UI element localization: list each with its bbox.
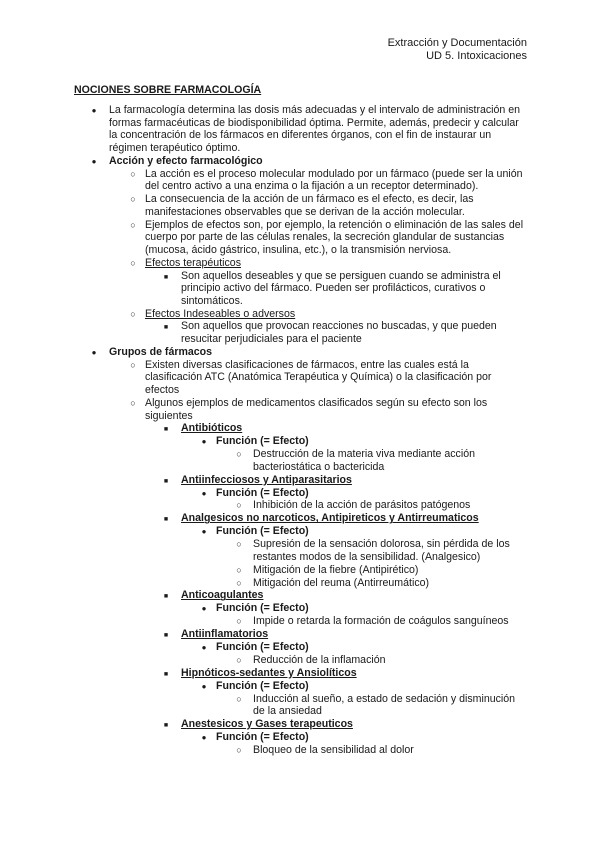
list-item-text: Función (= Efecto) xyxy=(216,679,309,692)
list-item xyxy=(0,667,600,680)
list-item-text: Función (= Efecto) xyxy=(216,486,309,499)
list-item xyxy=(0,435,600,448)
list-item-text: Ejemplos de efectos son, por ejemplo, la retención o eliminación de las sales del cuerpo por parte de las células renales, la secreción glandular de sustancias (mucosa, ácido gástrico, insulina, etc.), o la transmisión nerviosa. xyxy=(145,218,524,256)
list-item-text: Reducción de la inflamación xyxy=(253,653,386,666)
bullet-circle-icon xyxy=(233,499,245,512)
list-item xyxy=(0,577,600,590)
list-item-text: Función (= Efecto) xyxy=(216,435,309,448)
bullet-circle-icon xyxy=(233,693,245,706)
list-item-text: La consecuencia de la acción de un fármaco es el efecto, es decir, las manifestaciones observables que se derivan de la acción molecular. xyxy=(145,193,474,218)
list-item-text: Mitigación de la fiebre (Antipirético) xyxy=(253,563,419,576)
list-item-text: Analgesicos no narcoticos, Antipireticos y Antirreumaticos xyxy=(181,512,479,525)
list-item xyxy=(0,628,600,641)
list-item-text: Efectos Indeseables o adversos xyxy=(145,307,296,320)
list-item xyxy=(0,359,600,397)
bullet-dot-icon xyxy=(198,680,210,694)
list-item xyxy=(0,320,600,345)
bullet-dot-icon xyxy=(88,346,100,360)
list-item-text: Antiinfecciosos y Antiparasitarios xyxy=(181,473,352,486)
list-item-text: Son aquellos que provocan reacciones no buscadas, y que pueden resucitar perjudiciales para el paciente xyxy=(181,320,497,346)
list-item-text: Función (= Efecto) xyxy=(216,525,309,538)
list-item-text: Función (= Efecto) xyxy=(216,730,309,743)
list-item-text: Acción y efecto farmacológico xyxy=(109,154,263,167)
list-item xyxy=(0,693,600,718)
list-item xyxy=(0,193,600,218)
bullet-dot-icon xyxy=(198,731,210,745)
list-item xyxy=(0,538,600,563)
bullet-square-icon xyxy=(160,270,172,285)
bullet-list xyxy=(0,104,600,757)
bullet-circle-icon xyxy=(233,654,245,667)
list-item xyxy=(0,474,600,487)
list-item xyxy=(0,654,600,667)
list-item-text: Inducción al sueño, a estado de sedación y disminución de la ansiedad xyxy=(253,692,516,718)
list-item-text: Anestesicos y Gases terapeuticos xyxy=(181,718,353,730)
list-item-text: La farmacología determina las dosis más adecuadas y el intervalo de administración en formas farmacéuticas de biodisponibilidad óptima. Permite, además, predecir y calcular la concentración de los fármacos en diferentes órganos, con el fin de instaurar un régimen terapéutico óptimo. xyxy=(109,104,521,154)
header-unit: UD 5. Intoxicaciones xyxy=(426,50,527,62)
list-item xyxy=(0,422,600,435)
list-item-text: Efectos terapéuticos xyxy=(145,256,241,269)
list-item-text: Son aquellos deseables y que se persiguen cuando se administra el principio activo del fármaco. Pueden ser profilácticos, curativos o sintomáticos. xyxy=(181,269,501,307)
list-item xyxy=(0,499,600,512)
bullet-dot-icon xyxy=(198,602,210,616)
list-item-text: Antiinflamatorios xyxy=(181,628,269,641)
bullet-dot-icon xyxy=(88,104,100,118)
bullet-circle-icon xyxy=(127,219,139,232)
bullet-dot-icon xyxy=(198,487,210,501)
bullet-circle-icon xyxy=(127,397,139,410)
bullet-circle-icon xyxy=(127,359,139,372)
bullet-dot-icon xyxy=(198,435,210,449)
list-item-text: Anticoagulantes xyxy=(181,589,264,602)
list-item-text: Destrucción de la materia viva mediante acción bacteriostática o bactericida xyxy=(253,448,475,473)
list-item xyxy=(0,718,600,731)
list-item xyxy=(0,448,600,473)
bullet-circle-icon xyxy=(233,577,245,590)
bullet-circle-icon xyxy=(127,193,139,206)
list-item-text: Existen diversas clasificaciones de fármacos, entre las cuales está la clasificación ATC (Anatómica Terapéutica y Química) o la clasificación por efectos xyxy=(145,358,492,397)
list-item xyxy=(0,589,600,602)
list-item-text: Algunos ejemplos de medicamentos clasificados según su efecto son los siguientes xyxy=(145,396,488,422)
list-item xyxy=(0,487,600,500)
list-item xyxy=(0,346,600,359)
list-item xyxy=(0,257,600,270)
header-course: Extracción y Documentación xyxy=(387,37,527,49)
list-item-text: Impide o retarda la formación de coágulos sanguíneos xyxy=(253,615,509,628)
list-item-text: Inhibición de la acción de parásitos patógenos xyxy=(253,499,471,512)
bullet-dot-icon xyxy=(88,155,100,169)
list-item xyxy=(0,744,600,757)
list-item xyxy=(0,512,600,525)
list-item-text: La acción es el proceso molecular modulado por un fármaco (puede ser la unión del centro activo a una enzima o la fijación a un receptor determinado). xyxy=(145,167,523,193)
bullet-circle-icon xyxy=(233,744,245,757)
bullet-circle-icon xyxy=(127,257,139,270)
bullet-circle-icon xyxy=(233,564,245,577)
list-item xyxy=(0,155,600,168)
bullet-circle-icon xyxy=(233,615,245,628)
list-item xyxy=(0,680,600,693)
bullet-square-icon xyxy=(160,320,172,335)
list-item-text: Bloqueo de la sensibilidad al dolor xyxy=(253,743,414,756)
list-item xyxy=(0,270,600,308)
bullet-circle-icon xyxy=(127,308,139,321)
page-header xyxy=(388,37,527,63)
list-item-text: Función (= Efecto) xyxy=(216,602,309,615)
list-item-text: Hipnóticos-sedantes y Ansiolíticos xyxy=(181,666,357,679)
list-item xyxy=(0,564,600,577)
list-item-text: Grupos de fármacos xyxy=(109,345,213,358)
list-item xyxy=(0,602,600,615)
list-item xyxy=(0,168,600,193)
bullet-circle-icon xyxy=(233,538,245,551)
bullet-dot-icon xyxy=(198,525,210,539)
list-item xyxy=(0,731,600,744)
list-item-text: Antibióticos xyxy=(181,422,243,435)
bullet-circle-icon xyxy=(127,168,139,181)
list-item xyxy=(0,219,600,257)
list-item-text: Supresión de la sensación dolorosa, sin pérdida de los restantes modos de la sensibilidad. (Analgesico) xyxy=(253,538,510,563)
bullet-circle-icon xyxy=(233,448,245,461)
list-item xyxy=(0,525,600,538)
list-item xyxy=(0,104,600,154)
list-item xyxy=(0,641,600,654)
bullet-dot-icon xyxy=(198,641,210,655)
list-item xyxy=(0,615,600,628)
list-item xyxy=(0,308,600,321)
list-item-text: Función (= Efecto) xyxy=(216,640,309,653)
list-item xyxy=(0,397,600,422)
list-item-text: Mitigación del reuma (Antirreumático) xyxy=(253,576,430,589)
page-title: NOCIONES SOBRE FARMACOLOGÍA xyxy=(74,84,262,96)
